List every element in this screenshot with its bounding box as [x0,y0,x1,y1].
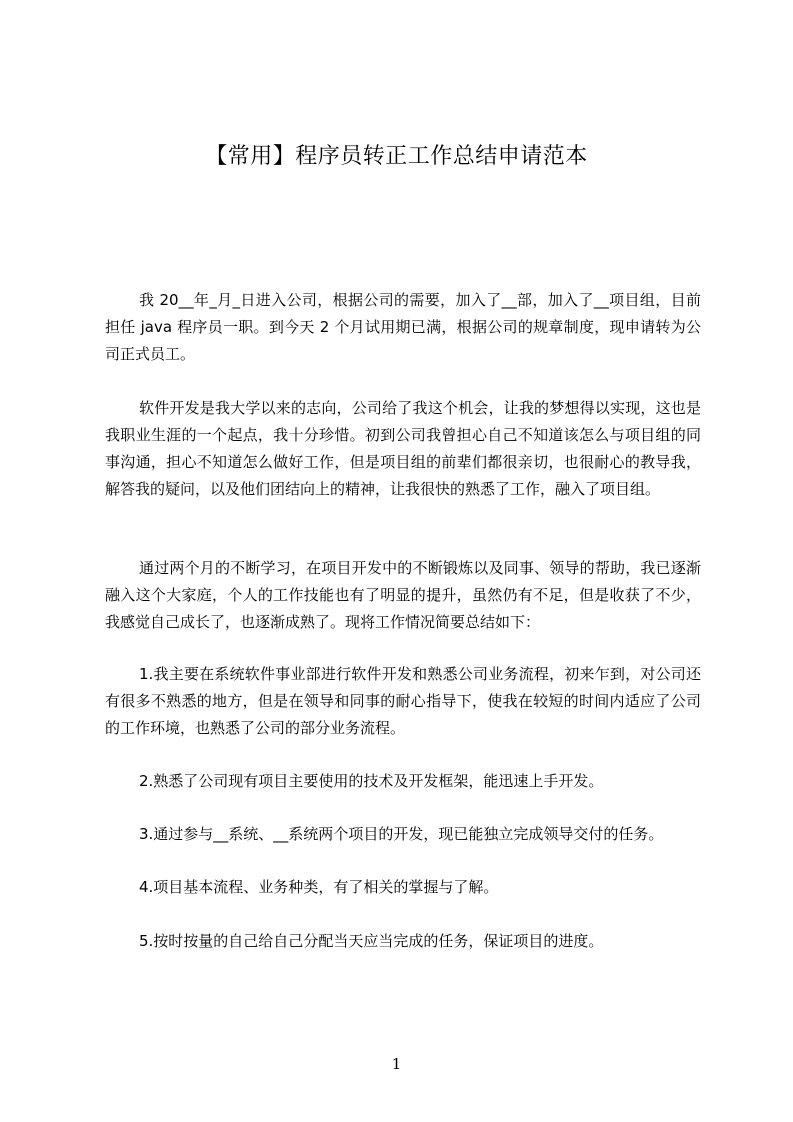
document-title: 【常用】程序员转正工作总结申请范本 [205,144,588,169]
list-item-2: 2.熟悉了公司现有项目主要使用的技术及开发框架，能迅速上手开发。 [139,772,604,790]
list-item-1: 1.我主要在系统软件事业部进行软件开发和熟悉公司业务流程，初来乍到，对公司还有很多不熟悉的地方，但是在领导和同事的耐心指导下，使我在较短的时间内适应了公司的工作环境，也熟悉了公司的部分业务流程。 [105,665,701,737]
list-item-5: 5.按时按量的自己给自己分配当天应当完成的任务，保证项目的进度。 [139,932,604,950]
page-number: 1 [391,1055,402,1073]
list-item-4: 4.项目基本流程、业务种类，有了相关的掌握与了解。 [139,878,499,896]
list-item-3: 3.通过参与__系统、__系统两个项目的开发，现已能独立完成领导交付的任务。 [139,825,664,843]
paragraph-motivation: 软件开发是我大学以来的志向，公司给了我这个机会，让我的梦想得以实现，这也是我职业生涯的一个起点，我十分珍惜。初到公司我曾担心自己不知道该怎么与项目组的同事沟通，担心不知道怎么做好工作，但是项目组的前辈们都很亲切，也很耐心的教导我，解答我的疑问，以及他们团结向上的精神，让我很快的熟悉了工作，融入了项目组。 [105,399,701,498]
paragraph-progress: 通过两个月的不断学习，在项目开发中的不断锻炼以及同事、领导的帮助，我已逐渐融入这个大家庭，个人的工作技能也有了明显的提升，虽然仍有不足，但是收获了不少，我感觉自己成长了，也逐渐成熟了。现将工作情况简要总结如下： [105,559,701,631]
paragraph-intro: 我 20__年_月_日进入公司，根据公司的需要，加入了__部，加入了__项目组，目前担任 java 程序员一职。到今天 2 个月试用期已满，根据公司的规章制度，现申请转为公司正式员工。 [105,291,701,363]
